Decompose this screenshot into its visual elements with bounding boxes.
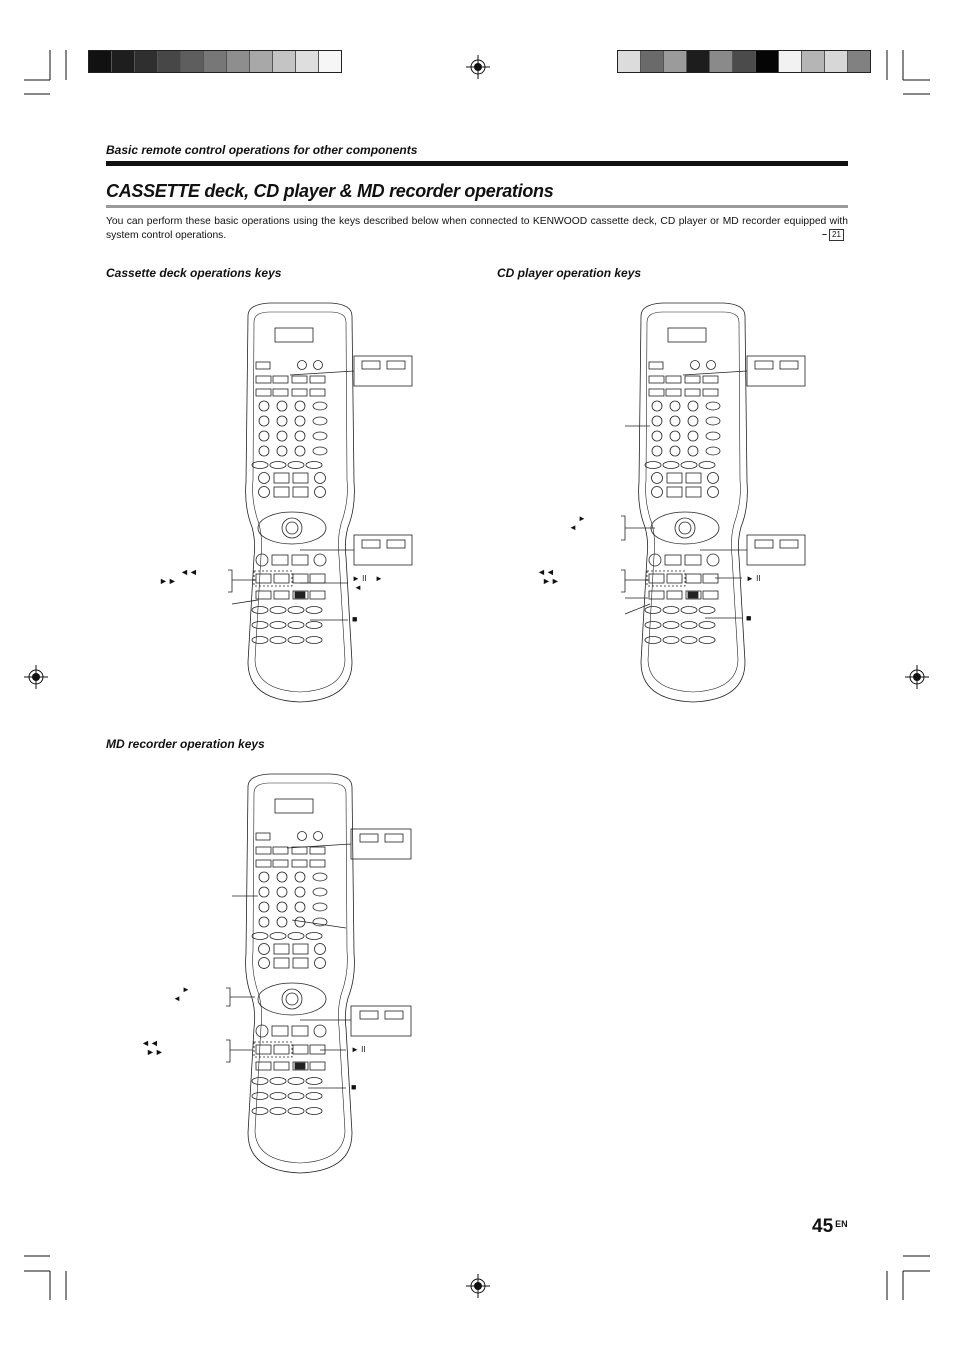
stop-key-label: ■: [746, 613, 752, 623]
rewind-key-label: ◄◄: [141, 1038, 159, 1048]
rewind-key-label: ◄◄: [180, 567, 198, 577]
page-number-value: 45: [812, 1216, 834, 1237]
fast-forward-key-label: ►►: [542, 576, 560, 586]
stop-key-label: ■: [351, 1082, 357, 1092]
md-section-title: MD recorder operation keys: [106, 737, 265, 751]
reverse-key-label: ◄: [354, 583, 362, 592]
cd-section-title: CD player operation keys: [497, 266, 642, 280]
page-number: [812, 1216, 848, 1238]
fast-forward-key-label: ►►: [146, 1047, 164, 1057]
play-key-label: ►: [375, 574, 383, 583]
play-pause-key-label: ► II: [746, 574, 761, 583]
intro-paragraph: You can perform these basic operations using the keys described below when connected to KENWOOD cassette deck, CD player or MD recorder equipped with system control operations.: [106, 216, 848, 241]
play-key-label: ►: [182, 985, 190, 994]
rewind-key-label: ◄◄: [537, 567, 555, 577]
stop-key-label: ■: [352, 614, 358, 624]
section-label: Basic remote control operations for other components: [106, 143, 418, 157]
page-reference-number: 21: [829, 229, 844, 241]
cassette-section-title: Cassette deck operations keys: [106, 266, 282, 280]
reverse-key-label: ◄: [173, 994, 181, 1003]
page-title: CASSETTE deck, CD player & MD recorder operations: [106, 181, 554, 201]
play-key-label: ►: [578, 514, 586, 523]
play-pause-key-label: ► II: [352, 574, 367, 583]
reverse-key-label: ◄: [569, 523, 577, 532]
fast-forward-key-label: ►►: [159, 576, 177, 586]
language-code: EN: [835, 1219, 848, 1229]
play-pause-key-label: ► II: [351, 1045, 366, 1054]
page-reference: – 21: [822, 229, 844, 241]
